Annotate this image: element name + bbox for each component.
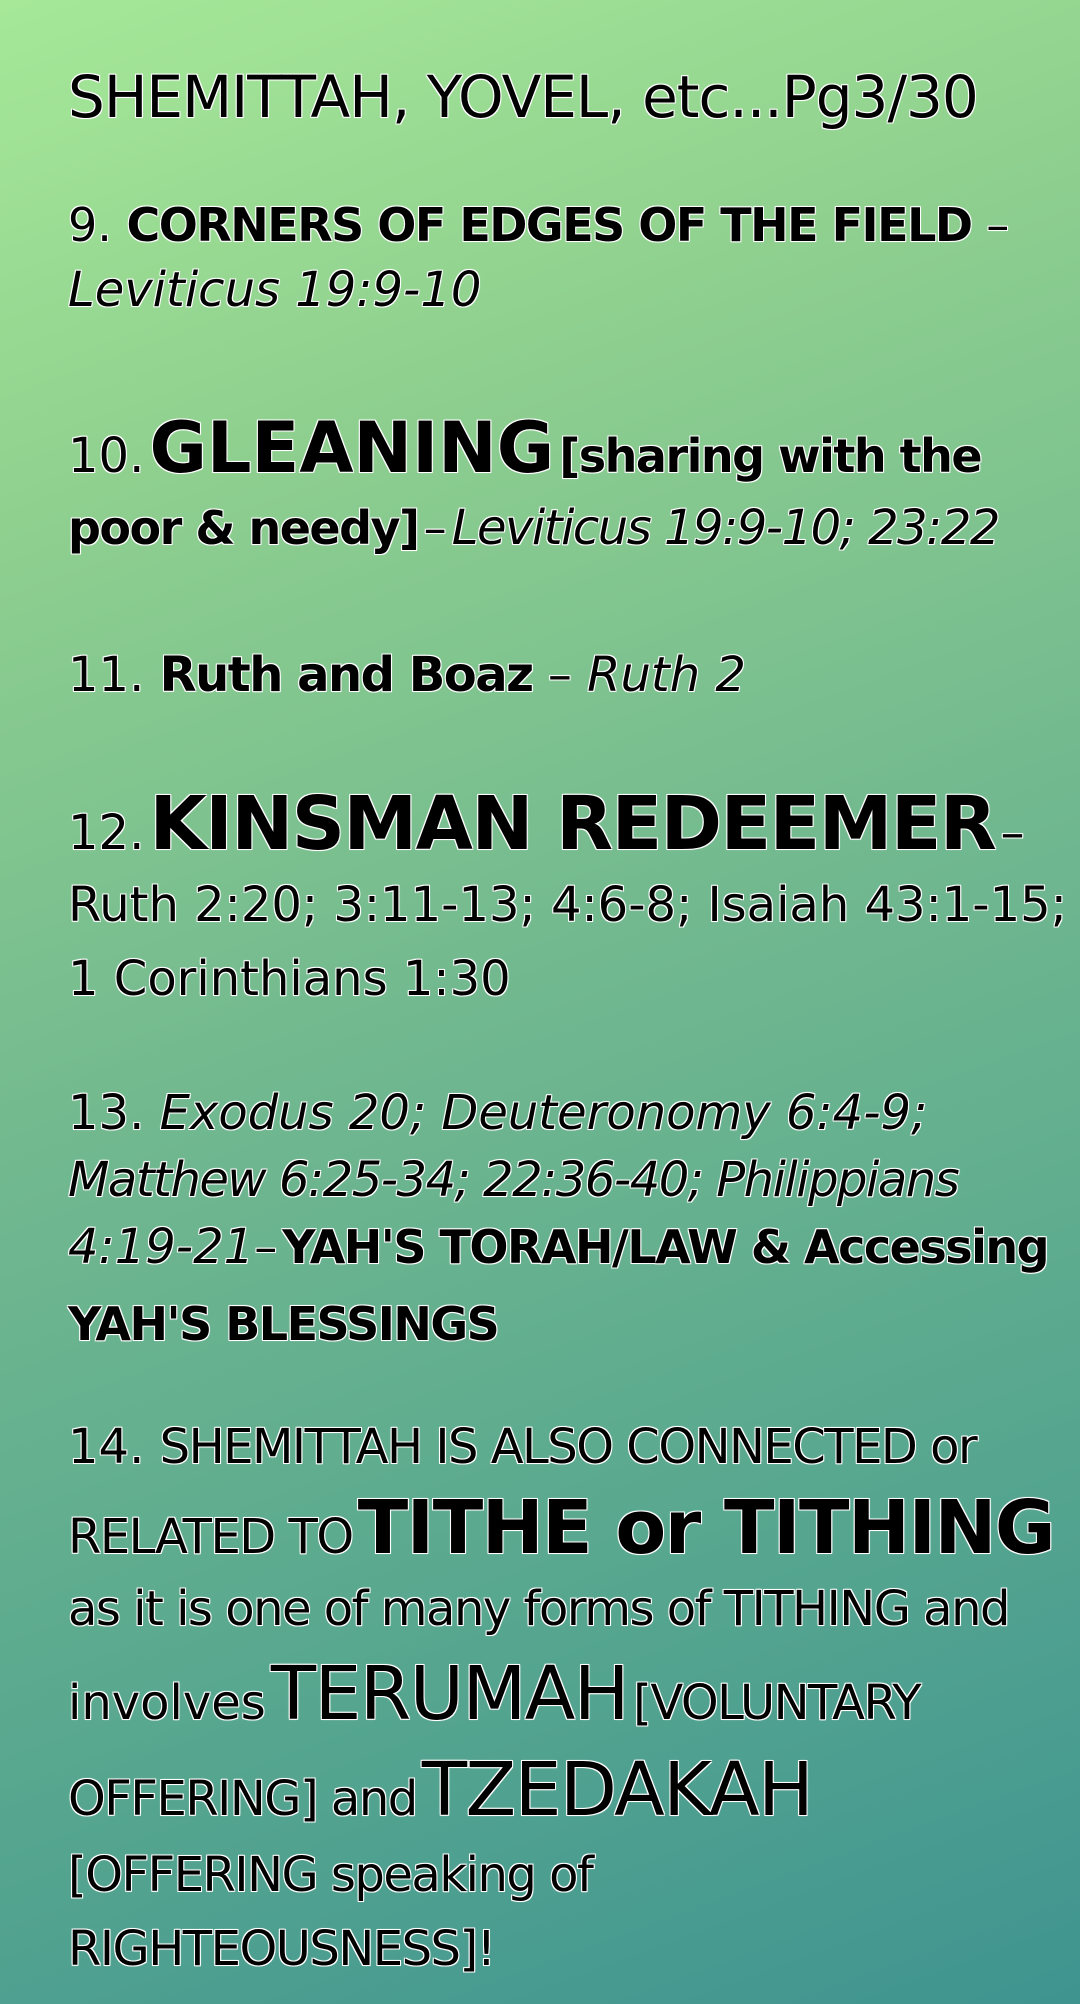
list-item-9 — [68, 195, 1028, 325]
item-text: as it is one of many forms of TITHING and — [68, 1581, 1009, 1637]
item-text: [VOLUNTARY — [633, 1675, 921, 1731]
item-number: 11. — [68, 647, 145, 703]
item-note: [sharing with the — [559, 429, 982, 483]
page-title: SHEMITTAH, YOVEL, etc...Pg3/30 — [68, 63, 978, 131]
list-item-14 — [68, 1410, 1055, 1986]
item-dash: – — [1000, 805, 1025, 861]
item-number: 9. — [68, 198, 112, 252]
item-heading-continued: YAH'S BLESSINGS — [68, 1297, 499, 1351]
item-dash: – — [254, 1220, 278, 1274]
scripture-reference: Leviticus 19:9-10; 23:22 — [451, 500, 999, 556]
item-heading: CORNERS OF EDGES OF THE FIELD — [126, 198, 972, 252]
item-number: 13. — [68, 1085, 145, 1141]
scripture-reference: Ruth 2 — [587, 647, 746, 703]
item-dash: – — [423, 501, 447, 555]
scripture-reference: Leviticus 19:9-10 — [68, 262, 482, 318]
item-text: involves — [68, 1675, 266, 1731]
tzedakah-term: TZEDAKAH — [421, 1747, 813, 1833]
scripture-reference: Ruth 2:20; 3:11-13; 4:6-8; Isaiah 43:1-15; — [68, 877, 1067, 933]
item-text: OFFERING] and — [68, 1771, 417, 1827]
item-text: SHEMITTAH IS ALSO CONNECTED or — [159, 1419, 977, 1475]
scripture-reference-end: 4:19-21 — [68, 1219, 255, 1275]
item-text: [OFFERING speaking of — [68, 1847, 593, 1903]
item-dash: – — [986, 198, 1010, 252]
item-number: 10. — [68, 428, 145, 484]
scripture-reference-continued: 1 Corinthians 1:30 — [68, 951, 511, 1007]
list-item-13 — [68, 1080, 1049, 1358]
list-item-11 — [68, 640, 1028, 710]
scripture-reference-continued: Matthew 6:25-34; 22:36-40; Philippians — [68, 1152, 959, 1208]
item-heading: GLEANING — [149, 407, 555, 489]
item-dash: – — [547, 647, 572, 703]
item-number: 14. — [68, 1419, 145, 1475]
item-heading: KINSMAN REDEEMER — [149, 781, 996, 867]
item-heading: Ruth and Boaz — [159, 647, 533, 703]
item-heading: YAH'S TORAH/LAW & Accessing — [282, 1220, 1049, 1274]
item-text: RELATED TO — [68, 1509, 353, 1565]
scripture-reference: Exodus 20; Deuteronomy 6:4-9; — [159, 1085, 928, 1141]
item-text: RIGHTEOUSNESS]! — [68, 1921, 495, 1977]
tithe-heading: TITHE or TITHING — [357, 1485, 1055, 1571]
terumah-term: TERUMAH — [270, 1651, 629, 1737]
item-note-continued: poor & needy] — [68, 501, 419, 555]
list-item-10 — [68, 408, 1028, 579]
list-item-12 — [68, 780, 1067, 1016]
item-number: 12. — [68, 805, 145, 861]
